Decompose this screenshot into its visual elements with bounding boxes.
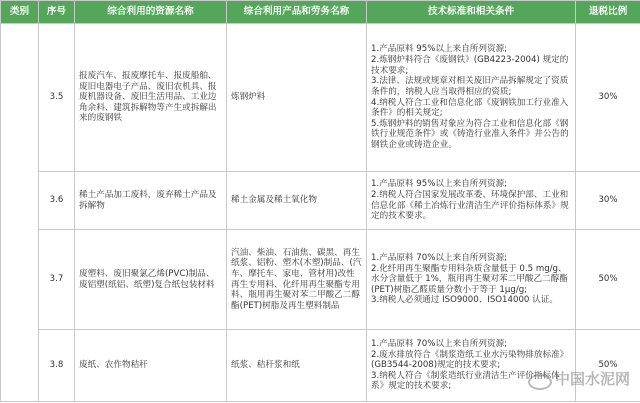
resource-cell: 废塑料、废旧聚氯乙烯(PVC)制品、废铝塑(纸铝、纸塑)复合纸包装材料 xyxy=(75,230,227,330)
product-cell: 纸浆、秸秆浆和纸 xyxy=(227,330,367,402)
resource-cell: 废纸、农作物秸秆 xyxy=(75,330,227,402)
condition-line: 1.产品原料 70%以上来自所列资源; xyxy=(371,252,508,263)
table-row xyxy=(1,172,640,230)
seq-cell: 3.7 xyxy=(39,230,75,330)
condition-line: 3.法律、法规或规章对相关废旧产品拆解规定了资质条件的，纳税人应当取得相应的资质; xyxy=(371,76,569,97)
resource-cell: 稀土产品加工废料，废弃稀土产品及拆解物 xyxy=(75,172,227,230)
watermark-text: 中国水泥网 xyxy=(554,370,630,389)
condition-line: 3.纳税人必须通过 ISO9000、ISO14000 认证。 xyxy=(371,295,558,306)
condition-line: 1.产品原料 95%以上来自所列资源; xyxy=(371,44,508,55)
category-cell xyxy=(1,24,39,402)
seq-cell: 3.8 xyxy=(39,330,75,402)
ratio-cell: 30% xyxy=(576,172,640,230)
condition-line: 2.纳税人符合国家发展改革委、环境保护部、工业和信息化部《稀土冶炼行业清洁生产评价指标体系》规定的技术要求。 xyxy=(371,189,569,222)
condition-line: 5.炼钢炉料的销售对象应为符合工业和信息化部《钢铁行业规范条件》或《铸造行业准入条件》并公告的钢铁企业或铸造企业。 xyxy=(371,118,569,151)
header-seq: 序号 xyxy=(39,1,75,24)
condition-line: 2.化纤用再生聚酯专用料杂质含量低于 0.5 mg/g、水分含量低于 1%，瓶用再生聚对苯二甲酸乙二醇酯(PET)树脂乙醛质量分数小于等于 1μg/g; xyxy=(371,263,568,295)
header-category: 类别 xyxy=(1,1,39,24)
seq-cell: 3.5 xyxy=(39,24,75,172)
product-cell: 炼钢炉料 xyxy=(227,24,367,172)
seq-cell: 3.6 xyxy=(39,172,75,230)
table-header-row xyxy=(1,1,640,24)
table-row xyxy=(1,230,640,330)
condition-line: 2.炼钢炉料符合《废钢铁》(GB4223-2004) 规定的技术要求; xyxy=(371,54,569,76)
header-conditions: 技术标准和相关条件 xyxy=(367,1,576,24)
product-cell: 稀土金属及稀土氧化物 xyxy=(227,172,367,230)
conditions-cell xyxy=(367,172,576,230)
header-product: 综合利用产品和劳务名称 xyxy=(227,1,367,24)
table-row xyxy=(1,330,640,402)
header-resource: 综合利用的资源名称 xyxy=(75,1,227,24)
header-ratio: 退税比例 xyxy=(576,1,640,24)
condition-line: 3.纳税人符合《制浆造纸行业清洁生产评价指标体系》规定的技术要求; xyxy=(371,370,560,392)
table-row xyxy=(1,24,640,172)
conditions-cell xyxy=(367,230,576,330)
ratio-cell: 30% xyxy=(576,24,640,172)
condition-line: 2.废水排放符合《制浆造纸工业水污染物排放标准》(GB3544-2008)规定的技术要求; xyxy=(371,349,569,371)
conditions-cell xyxy=(367,24,576,172)
condition-line: 1.产品原料 95%以上来自所列资源; xyxy=(371,179,508,190)
ratio-cell: 50% xyxy=(576,330,640,402)
conditions-cell xyxy=(367,330,576,402)
condition-line: 1.产品原料 70%以上来自所列资源; xyxy=(371,338,508,349)
product-cell: 汽油、柴油、石油焦、碳黑、再生纸浆、铝粉、塑木(木塑)制品、(汽车、摩托车、家电、管材用)改性再生专用料、化纤用再生聚酯专用料、瓶用再生聚对苯二甲酸乙二醇酯(PET)树脂及再生塑料制品 xyxy=(227,230,367,330)
ratio-cell: 50% xyxy=(576,230,640,330)
condition-line: 4.纳税人符合工业和信息化部《废钢铁加工行业准入条件》的相关规定; xyxy=(371,97,569,119)
resource-cell: 报废汽车、报废摩托车、报废船舶、废旧电器电子产品、废旧农机具、报废机器设备、废旧生活用品、工业边角余料、建筑拆解物等产生或拆解出来的废钢铁 xyxy=(75,24,227,172)
